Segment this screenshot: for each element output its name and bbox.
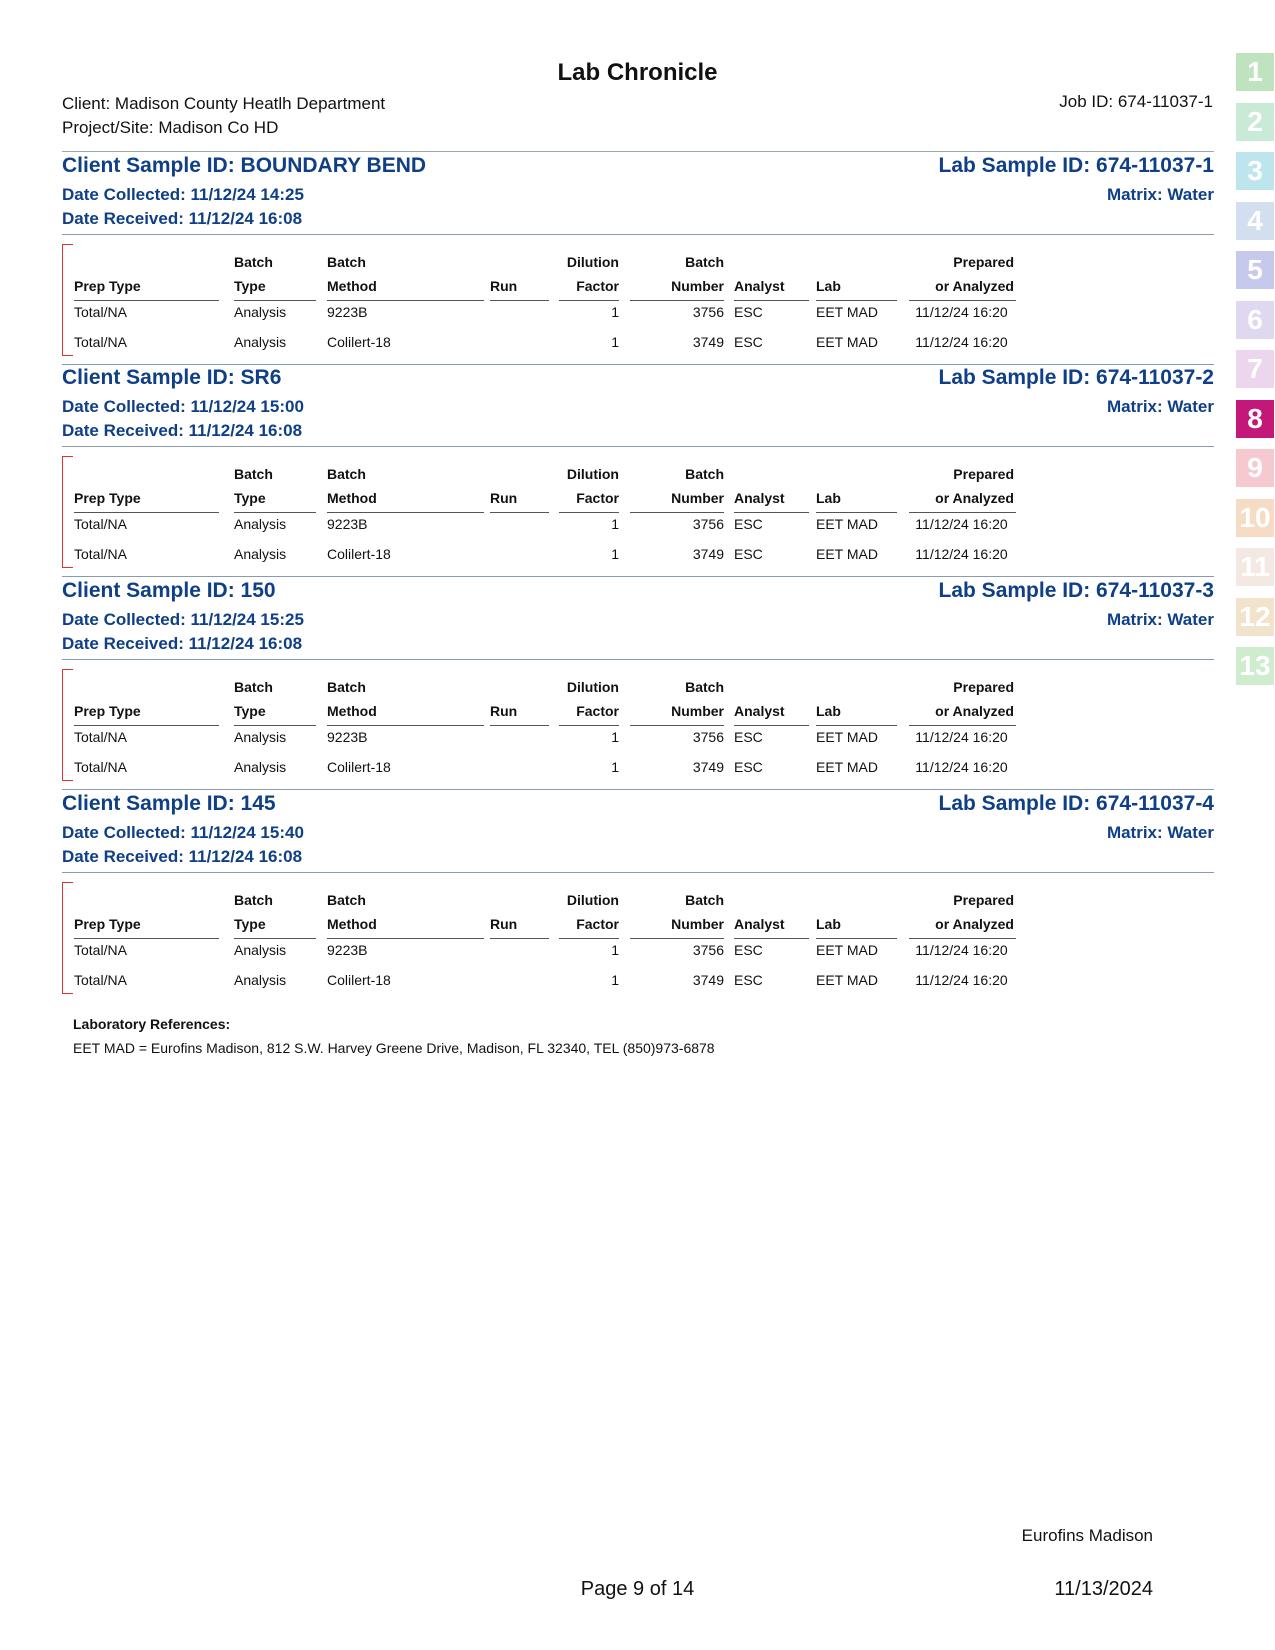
header-cell: Type: [234, 490, 266, 506]
header-underline: [559, 300, 619, 301]
date-received: Date Received: 11/12/24 16:08: [62, 634, 303, 653]
header-underline: [816, 725, 897, 726]
sample-divider: [62, 234, 1214, 235]
header-underline: [630, 512, 724, 513]
cell-analyst: ESC: [734, 759, 763, 775]
header-cell: Run: [490, 278, 518, 294]
header-cell: Analyst: [734, 278, 785, 294]
header-underline: [490, 300, 549, 301]
header-underline: [630, 725, 724, 726]
header-cell: Batch: [685, 254, 724, 270]
header-cell: Prep Type: [74, 490, 141, 506]
header-cell: Type: [234, 278, 266, 294]
lab-references-text: EET MAD = Eurofins Madison, 812 S.W. Harvey Greene Drive, Madison, FL 32340, TEL (850)973-6878: [73, 1040, 715, 1056]
table-header-row: [74, 490, 1124, 510]
footer-company: Eurofins Madison: [1021, 1526, 1153, 1545]
header-cell: Method: [327, 490, 377, 506]
header-cell: Dilution: [566, 466, 619, 482]
cell-prepared: 11/12/24 16:20: [915, 729, 1008, 745]
matrix: Matrix: Water: [1106, 397, 1214, 416]
header-underline: [74, 938, 219, 939]
cell-batch-type: Analysis: [234, 334, 287, 350]
header-cell: Lab: [816, 278, 841, 294]
header-cell: Batch: [685, 466, 724, 482]
header-cell: Analyst: [734, 703, 785, 719]
row-bracket: [62, 669, 73, 781]
section-tab-2[interactable]: 2: [1235, 102, 1275, 142]
header-underline: [909, 300, 1016, 301]
section-tab-1[interactable]: 1: [1235, 52, 1275, 92]
header-cell: Run: [490, 916, 518, 932]
cell-dilution: 1: [611, 729, 619, 745]
cell-prepared: 11/12/24 16:20: [915, 942, 1008, 958]
cell-prepared: 11/12/24 16:20: [915, 546, 1008, 562]
header-cell: Prep Type: [74, 703, 141, 719]
sample-section: [62, 152, 1214, 350]
cell-analyst: ESC: [734, 729, 763, 745]
header-underline: [234, 512, 316, 513]
header-underline: [630, 300, 724, 301]
date-collected: Date Collected: 11/12/24 15:25: [62, 610, 304, 629]
cell-dilution: 1: [611, 972, 619, 988]
cell-analyst: ESC: [734, 546, 763, 562]
header-underline: [74, 300, 219, 301]
cell-dilution: 1: [611, 759, 619, 775]
header-underline: [909, 938, 1016, 939]
page-title: Lab Chronicle: [557, 59, 718, 86]
sample-header: [62, 152, 1214, 234]
section-tab-9[interactable]: 9: [1235, 448, 1275, 488]
table-header-row: [74, 916, 1124, 936]
header-cell: Prep Type: [74, 278, 141, 294]
header-underline: [327, 725, 484, 726]
matrix: Matrix: Water: [1106, 185, 1214, 204]
cell-batch-number: 3756: [692, 942, 724, 958]
lab-sample-id: Lab Sample ID: 674-11037-2: [938, 366, 1214, 389]
header-cell: or Analyzed: [935, 278, 1014, 294]
client-sample-id: Client Sample ID: 150: [62, 579, 276, 602]
sample-section: [62, 364, 1214, 562]
cell-batch-number: 3756: [692, 304, 724, 320]
header-cell: or Analyzed: [935, 916, 1014, 932]
section-tab-4[interactable]: 4: [1235, 201, 1275, 241]
cell-batch-type: Analysis: [234, 516, 287, 532]
cell-prepared: 11/12/24 16:20: [915, 304, 1008, 320]
date-received: Date Received: 11/12/24 16:08: [62, 209, 303, 228]
cell-batch-method: 9223B: [327, 516, 368, 532]
header-underline: [327, 512, 484, 513]
page-number: Page 9 of 14: [580, 1578, 695, 1600]
sample-header: [62, 577, 1214, 659]
cell-dilution: 1: [611, 334, 619, 350]
table-row: [74, 516, 1124, 536]
header-cell: Factor: [576, 703, 619, 719]
lab-sample-id: Lab Sample ID: 674-11037-1: [938, 154, 1214, 177]
table-row: [74, 942, 1124, 962]
header-cell: Type: [234, 916, 266, 932]
cell-prep-type: Total/NA: [74, 729, 127, 745]
table-row: [74, 972, 1124, 992]
header-cell: Number: [671, 703, 724, 719]
header-underline: [734, 300, 809, 301]
header-cell: Dilution: [566, 254, 619, 270]
cell-prep-type: Total/NA: [74, 759, 127, 775]
section-tab-10[interactable]: 10: [1235, 498, 1275, 538]
sample-header: [62, 790, 1214, 872]
header-underline: [734, 725, 809, 726]
header-underline: [630, 938, 724, 939]
header-cell: Factor: [576, 490, 619, 506]
cell-lab: EET MAD: [816, 334, 878, 350]
cell-lab: EET MAD: [816, 546, 878, 562]
sample-divider: [62, 659, 1214, 660]
sample-divider: [62, 446, 1214, 447]
sample-header: [62, 364, 1214, 446]
table-header-row: [74, 892, 1124, 912]
date-received: Date Received: 11/12/24 16:08: [62, 421, 303, 440]
header-underline: [816, 512, 897, 513]
cell-batch-method: Colilert-18: [327, 546, 391, 562]
header-cell: Run: [490, 490, 518, 506]
report-header-left: [62, 92, 385, 140]
lab-sample-id: Lab Sample ID: 674-11037-4: [938, 792, 1214, 815]
cell-dilution: 1: [611, 942, 619, 958]
header-cell: Prepared: [953, 679, 1014, 695]
cell-lab: EET MAD: [816, 729, 878, 745]
cell-analyst: ESC: [734, 334, 763, 350]
date-collected: Date Collected: 11/12/24 15:00: [62, 397, 304, 416]
header-cell: Method: [327, 278, 377, 294]
cell-analyst: ESC: [734, 516, 763, 532]
cell-batch-method: 9223B: [327, 304, 368, 320]
header-underline: [234, 725, 316, 726]
header-cell: Analyst: [734, 916, 785, 932]
header-underline: [559, 938, 619, 939]
header-cell: Prepared: [953, 892, 1014, 908]
job-id: Job ID: 674-11037-1: [1059, 92, 1213, 111]
cell-prepared: 11/12/24 16:20: [915, 516, 1008, 532]
header-cell: Method: [327, 916, 377, 932]
sample-divider: [62, 872, 1214, 873]
cell-batch-number: 3749: [692, 334, 724, 350]
cell-dilution: 1: [611, 516, 619, 532]
header-underline: [327, 300, 484, 301]
cell-prep-type: Total/NA: [74, 972, 127, 988]
header-cell: Prep Type: [74, 916, 141, 932]
header-cell: Lab: [816, 490, 841, 506]
footer-date: 11/13/2024: [1054, 1578, 1153, 1600]
header-cell: Dilution: [566, 892, 619, 908]
header-cell: Type: [234, 703, 266, 719]
date-collected: Date Collected: 11/12/24 14:25: [62, 185, 304, 204]
cell-lab: EET MAD: [816, 759, 878, 775]
cell-dilution: 1: [611, 546, 619, 562]
project-site: Project/Site: Madison Co HD: [62, 118, 279, 137]
section-tab-11[interactable]: 11: [1235, 547, 1275, 587]
cell-prep-type: Total/NA: [74, 942, 127, 958]
cell-batch-number: 3756: [692, 729, 724, 745]
table-row: [74, 729, 1124, 749]
section-tab-5[interactable]: 5: [1235, 250, 1275, 290]
header-cell: Dilution: [566, 679, 619, 695]
table-header-row: [74, 679, 1124, 699]
header-underline: [490, 938, 549, 939]
date-received: Date Received: 11/12/24 16:08: [62, 847, 303, 866]
row-bracket: [62, 882, 73, 994]
header-cell: Batch: [234, 679, 273, 695]
section-tab-12[interactable]: 12: [1235, 597, 1275, 637]
lab-sample-id: Lab Sample ID: 674-11037-3: [938, 579, 1214, 602]
header-cell: Analyst: [734, 490, 785, 506]
row-bracket: [62, 456, 73, 568]
header-cell: Batch: [234, 254, 273, 270]
cell-batch-method: 9223B: [327, 942, 368, 958]
date-collected: Date Collected: 11/12/24 15:40: [62, 823, 304, 842]
cell-analyst: ESC: [734, 972, 763, 988]
sample-section: [62, 790, 1214, 988]
sample-section: [62, 577, 1214, 775]
header-cell: Lab: [816, 916, 841, 932]
cell-prep-type: Total/NA: [74, 546, 127, 562]
cell-lab: EET MAD: [816, 972, 878, 988]
cell-prep-type: Total/NA: [74, 334, 127, 350]
cell-batch-number: 3749: [692, 546, 724, 562]
header-cell: or Analyzed: [935, 703, 1014, 719]
section-tab-13[interactable]: 13: [1235, 646, 1275, 686]
cell-batch-method: 9223B: [327, 729, 368, 745]
header-cell: Batch: [327, 254, 366, 270]
cell-prepared: 11/12/24 16:20: [915, 972, 1008, 988]
header-cell: Number: [671, 490, 724, 506]
row-bracket: [62, 244, 73, 356]
cell-batch-method: Colilert-18: [327, 759, 391, 775]
header-cell: Number: [671, 916, 724, 932]
lab-references-heading: Laboratory References:: [73, 1016, 231, 1032]
cell-dilution: 1: [611, 304, 619, 320]
header-cell: Factor: [576, 278, 619, 294]
table-row: [74, 546, 1124, 566]
matrix: Matrix: Water: [1106, 823, 1214, 842]
cell-lab: EET MAD: [816, 942, 878, 958]
header-underline: [816, 300, 897, 301]
header-cell: Batch: [685, 892, 724, 908]
header-underline: [327, 938, 484, 939]
table-row: [74, 304, 1124, 324]
header-cell: Factor: [576, 916, 619, 932]
cell-batch-type: Analysis: [234, 759, 287, 775]
header-underline: [74, 725, 219, 726]
header-underline: [234, 300, 316, 301]
client-sample-id: Client Sample ID: BOUNDARY BEND: [62, 154, 427, 177]
cell-lab: EET MAD: [816, 304, 878, 320]
header-cell: Lab: [816, 703, 841, 719]
lab-references: [73, 1016, 715, 1056]
client-sample-id: Client Sample ID: SR6: [62, 366, 282, 389]
cell-lab: EET MAD: [816, 516, 878, 532]
header-cell: Batch: [234, 892, 273, 908]
cell-batch-number: 3749: [692, 972, 724, 988]
header-cell: Batch: [327, 466, 366, 482]
header-cell: Number: [671, 278, 724, 294]
cell-batch-method: Colilert-18: [327, 972, 391, 988]
header-cell: Batch: [327, 679, 366, 695]
header-underline: [734, 512, 809, 513]
cell-analyst: ESC: [734, 304, 763, 320]
table-row: [74, 334, 1124, 354]
client-name: Client: Madison County Heatlh Department: [62, 94, 386, 113]
cell-prep-type: Total/NA: [74, 304, 127, 320]
header-underline: [559, 512, 619, 513]
header-underline: [74, 512, 219, 513]
header-cell: or Analyzed: [935, 490, 1014, 506]
header-cell: Batch: [327, 892, 366, 908]
header-cell: Method: [327, 703, 377, 719]
matrix: Matrix: Water: [1106, 610, 1214, 629]
header-underline: [234, 938, 316, 939]
cell-batch-type: Analysis: [234, 546, 287, 562]
header-underline: [490, 725, 549, 726]
section-tab-3[interactable]: 3: [1235, 151, 1275, 191]
cell-batch-type: Analysis: [234, 972, 287, 988]
cell-batch-type: Analysis: [234, 304, 287, 320]
cell-batch-type: Analysis: [234, 729, 287, 745]
table-row: [74, 759, 1124, 779]
header-cell: Batch: [685, 679, 724, 695]
header-cell: Batch: [234, 466, 273, 482]
header-underline: [816, 938, 897, 939]
cell-batch-type: Analysis: [234, 942, 287, 958]
header-cell: Prepared: [953, 254, 1014, 270]
section-tab-8[interactable]: 8: [1235, 399, 1275, 439]
header-underline: [909, 512, 1016, 513]
section-tab-7[interactable]: 7: [1235, 349, 1275, 389]
client-sample-id: Client Sample ID: 145: [62, 792, 276, 815]
header-cell: Run: [490, 703, 518, 719]
section-tab-6[interactable]: 6: [1235, 300, 1275, 340]
table-header-row: [74, 703, 1124, 723]
table-header-row: [74, 254, 1124, 274]
header-underline: [909, 725, 1016, 726]
cell-batch-number: 3749: [692, 759, 724, 775]
cell-prep-type: Total/NA: [74, 516, 127, 532]
cell-prepared: 11/12/24 16:20: [915, 759, 1008, 775]
cell-batch-method: Colilert-18: [327, 334, 391, 350]
header-cell: Prepared: [953, 466, 1014, 482]
cell-prepared: 11/12/24 16:20: [915, 334, 1008, 350]
header-underline: [490, 512, 549, 513]
cell-analyst: ESC: [734, 942, 763, 958]
header-underline: [734, 938, 809, 939]
header-underline: [559, 725, 619, 726]
table-header-row: [74, 466, 1124, 486]
cell-batch-number: 3756: [692, 516, 724, 532]
table-header-row: [74, 278, 1124, 298]
